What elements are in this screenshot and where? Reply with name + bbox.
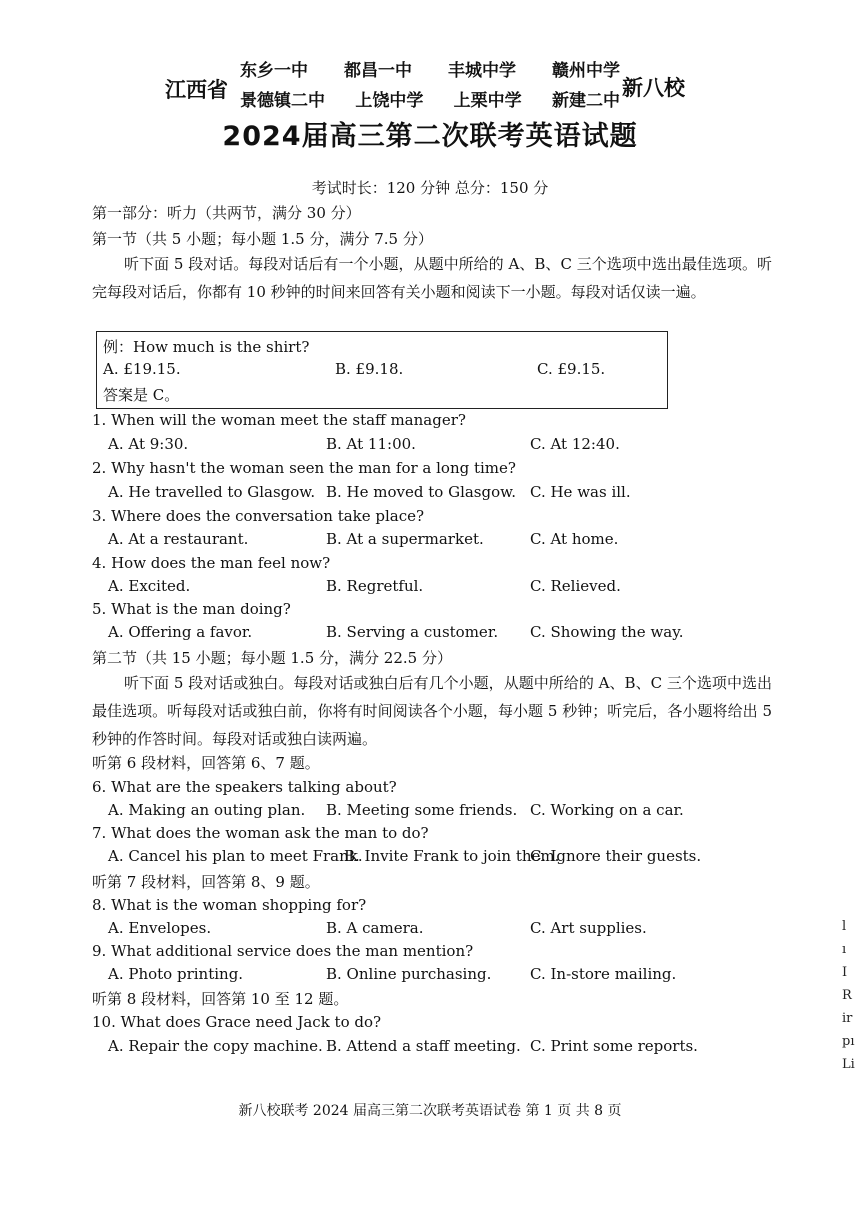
option-b: B. A camera. — [326, 919, 424, 937]
school-row-1 — [240, 56, 620, 86]
option-c: C. Ignore their guests. — [530, 847, 702, 865]
options-2 — [108, 483, 748, 505]
question-3: 3. Where does the conversation take place? — [92, 507, 425, 525]
part1-heading: 第一部分：听力（共两节，满分 30 分） — [92, 204, 361, 222]
material-7-note: 听第 7 段材料，回答第 8、9 题。 — [92, 873, 320, 891]
example-question: 例：How much is the shirt? — [103, 338, 310, 356]
school-name: 东乡一中 — [240, 61, 308, 81]
option-b: B. Meeting some friends. — [326, 801, 518, 819]
options-1 — [108, 435, 748, 457]
option-a: A. Cancel his plan to meet Frank. — [108, 847, 363, 865]
adjacent-page-fragment — [842, 915, 860, 1076]
fragment-line: pı — [842, 1034, 855, 1049]
option-b: B. At a supermarket. — [326, 530, 484, 548]
option-c: C. Art supplies. — [530, 919, 647, 937]
option-a: A. Photo printing. — [108, 965, 244, 983]
fragment-line: ir — [842, 1011, 853, 1026]
option-a: A. Envelopes. — [108, 919, 212, 937]
school-name: 上饶中学 — [355, 91, 424, 111]
exam-title: 2024届高三第二次联考英语试题 — [222, 121, 638, 152]
option-a: A. He travelled to Glasgow. — [108, 483, 316, 501]
example-box — [96, 331, 668, 409]
option-c: C. Working on a car. — [530, 801, 684, 819]
school-name: 丰城中学 — [448, 61, 516, 81]
fragment-line: l — [842, 919, 847, 934]
question-10: 10. What does Grace need Jack to do? — [92, 1013, 382, 1031]
option-b: B. At 11:00. — [326, 435, 416, 453]
page-footer: 新八校联考 2024 届高三第二次联考英语试卷 第 1 页 共 8 页 — [238, 1103, 622, 1119]
option-a: A. Excited. — [108, 577, 191, 595]
question-9: 9. What additional service does the man mention? — [92, 942, 474, 960]
question-1: 1. When will the woman meet the staff manager? — [92, 411, 466, 429]
option-a: A. Making an outing plan. — [108, 801, 306, 819]
example-answer: 答案是 C。 — [103, 386, 180, 404]
section2-instructions: 听下面 5 段对话或独白。每段对话或独白后有几个小题，从题中所给的 A、B、C 三个选项中选出最佳选项。听每段对话或独白前，你将有时间阅读各个小题，每小题 5 秒钟；听完后，各小题将给出 5 秒钟的作答时间。每段对话或独白读两遍。 — [92, 674, 772, 748]
option-a: A. At 9:30. — [108, 435, 189, 453]
example-option-b: B. £9.18. — [335, 360, 404, 378]
option-a: A. At a restaurant. — [108, 530, 249, 548]
option-b: B. Regretful. — [326, 577, 424, 595]
header-alliance: 新八校 — [622, 76, 685, 100]
options-10 — [108, 1037, 748, 1059]
school-row-2 — [240, 86, 620, 116]
question-2: 2. Why hasn't the woman seen the man for a long time? — [92, 459, 516, 477]
question-4: 4. How does the man feel now? — [92, 554, 331, 572]
school-name: 景德镇二中 — [240, 91, 325, 111]
example-option-c: C. £9.15. — [537, 360, 606, 378]
option-c: C. Relieved. — [530, 577, 621, 595]
option-a: A. Repair the copy machine. — [108, 1037, 323, 1055]
option-b: B. He moved to Glasgow. — [326, 483, 516, 501]
question-6: 6. What are the speakers talking about? — [92, 778, 397, 796]
options-8 — [108, 919, 748, 941]
material-6-note: 听第 6 段材料，回答第 6、7 题。 — [92, 754, 320, 772]
example-option-a: A. £19.15. — [103, 360, 181, 378]
option-c: C. At 12:40. — [530, 435, 620, 453]
school-name: 上栗中学 — [453, 91, 522, 111]
option-c: C. He was ill. — [530, 483, 631, 501]
option-a: A. Offering a favor. — [108, 623, 253, 641]
school-name: 新建二中 — [551, 91, 620, 111]
options-4 — [108, 577, 748, 599]
options-5 — [108, 623, 748, 645]
option-b: B. Online purchasing. — [326, 965, 492, 983]
options-9 — [108, 965, 748, 987]
fragment-line: R — [842, 988, 852, 1003]
option-c: C. Print some reports. — [530, 1037, 698, 1055]
exam-info: 考试时长：120 分钟 总分：150 分 — [311, 179, 549, 197]
options-6 — [108, 801, 748, 823]
fragment-line: I — [842, 965, 848, 980]
material-8-note: 听第 8 段材料，回答第 10 至 12 题。 — [92, 990, 349, 1008]
fragment-line: ı — [842, 942, 847, 957]
option-b: B. Invite Frank to join them. — [344, 847, 560, 865]
option-c: C. At home. — [530, 530, 619, 548]
section1-heading: 第一节（共 5 小题；每小题 1.5 分，满分 7.5 分） — [92, 230, 433, 248]
option-c: C. Showing the way. — [530, 623, 684, 641]
options-7 — [108, 847, 748, 869]
section2-heading: 第二节（共 15 小题；每小题 1.5 分，满分 22.5 分） — [92, 649, 452, 667]
options-3 — [108, 530, 748, 552]
question-5: 5. What is the man doing? — [92, 600, 291, 618]
option-c: C. In-store mailing. — [530, 965, 677, 983]
option-b: B. Serving a customer. — [326, 623, 499, 641]
question-7: 7. What does the woman ask the man to do? — [92, 824, 429, 842]
school-name: 赣州中学 — [552, 61, 620, 81]
school-list — [240, 56, 620, 116]
option-b: B. Attend a staff meeting. — [326, 1037, 521, 1055]
section1-instructions: 听下面 5 段对话。每段对话后有一个小题，从题中所给的 A、B、C 三个选项中选出最佳选项。听完每段对话后，你都有 10 秒钟的时间来回答有关小题和阅读下一小题。每段对话仅读一遍。 — [92, 255, 772, 301]
header-region: 江西省 — [165, 78, 228, 102]
school-name: 都昌一中 — [344, 61, 412, 81]
fragment-line: Li — [842, 1057, 855, 1072]
question-8: 8. What is the woman shopping for? — [92, 896, 367, 914]
